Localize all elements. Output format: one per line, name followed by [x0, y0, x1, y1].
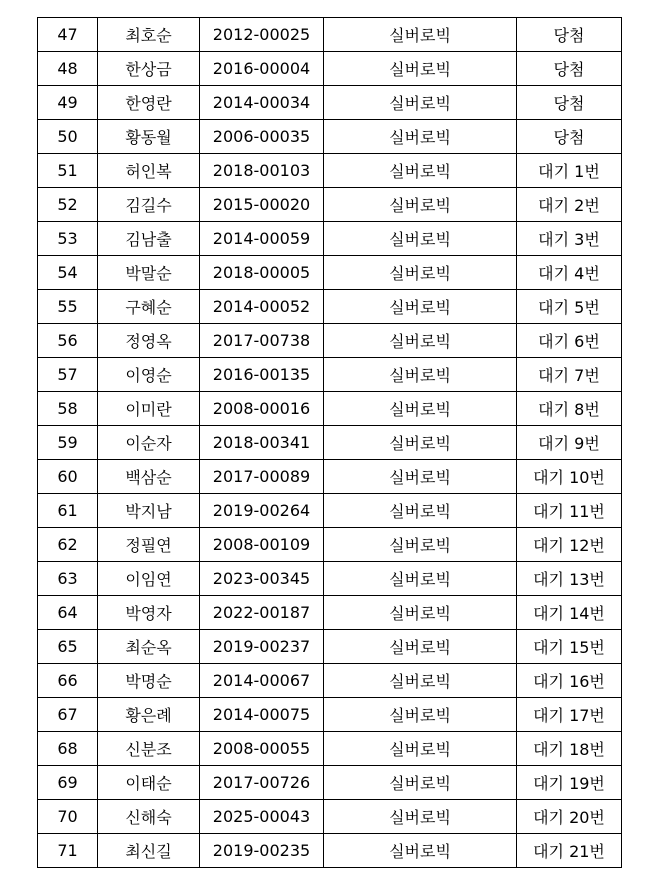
- name-cell: 이순자: [98, 426, 200, 460]
- member-id-cell: 2008-00055: [200, 732, 324, 766]
- row-number-cell: 71: [38, 834, 98, 868]
- table-row: [38, 426, 622, 460]
- program-cell: 실버로빅: [324, 834, 517, 868]
- name-cell: 구혜순: [98, 290, 200, 324]
- member-id-cell: 2014-00052: [200, 290, 324, 324]
- member-id-cell: 2018-00005: [200, 256, 324, 290]
- program-cell: 실버로빅: [324, 86, 517, 120]
- name-cell: 백삼순: [98, 460, 200, 494]
- name-cell: 이미란: [98, 392, 200, 426]
- member-id-cell: 2018-00341: [200, 426, 324, 460]
- name-cell: 최신길: [98, 834, 200, 868]
- member-id-cell: 2012-00025: [200, 18, 324, 52]
- program-cell: 실버로빅: [324, 120, 517, 154]
- member-id-cell: 2014-00059: [200, 222, 324, 256]
- name-cell: 이영순: [98, 358, 200, 392]
- row-number-cell: 54: [38, 256, 98, 290]
- row-number-cell: 67: [38, 698, 98, 732]
- lottery-result-table: [37, 17, 622, 868]
- name-cell: 정영옥: [98, 324, 200, 358]
- result-cell: 대기 2번: [517, 188, 622, 222]
- program-cell: 실버로빅: [324, 324, 517, 358]
- program-cell: 실버로빅: [324, 596, 517, 630]
- table-row: [38, 732, 622, 766]
- result-cell: 당첨: [517, 52, 622, 86]
- member-id-cell: 2008-00109: [200, 528, 324, 562]
- program-cell: 실버로빅: [324, 52, 517, 86]
- result-cell: 대기 12번: [517, 528, 622, 562]
- program-cell: 실버로빅: [324, 222, 517, 256]
- table-row: [38, 494, 622, 528]
- result-cell: 대기 14번: [517, 596, 622, 630]
- table-row: [38, 766, 622, 800]
- table-row: [38, 188, 622, 222]
- row-number-cell: 56: [38, 324, 98, 358]
- row-number-cell: 69: [38, 766, 98, 800]
- name-cell: 박지남: [98, 494, 200, 528]
- table-row: [38, 596, 622, 630]
- row-number-cell: 63: [38, 562, 98, 596]
- member-id-cell: 2016-00004: [200, 52, 324, 86]
- program-cell: 실버로빅: [324, 426, 517, 460]
- member-id-cell: 2015-00020: [200, 188, 324, 222]
- name-cell: 김남출: [98, 222, 200, 256]
- row-number-cell: 60: [38, 460, 98, 494]
- result-cell: 대기 3번: [517, 222, 622, 256]
- result-cell: 대기 15번: [517, 630, 622, 664]
- result-cell: 대기 20번: [517, 800, 622, 834]
- table-row: [38, 562, 622, 596]
- row-number-cell: 57: [38, 358, 98, 392]
- table-row: [38, 834, 622, 868]
- program-cell: 실버로빅: [324, 732, 517, 766]
- name-cell: 박명순: [98, 664, 200, 698]
- name-cell: 박영자: [98, 596, 200, 630]
- result-cell: 대기 11번: [517, 494, 622, 528]
- row-number-cell: 49: [38, 86, 98, 120]
- name-cell: 신해숙: [98, 800, 200, 834]
- table-row: [38, 460, 622, 494]
- member-id-cell: 2017-00738: [200, 324, 324, 358]
- member-id-cell: 2019-00235: [200, 834, 324, 868]
- program-cell: 실버로빅: [324, 664, 517, 698]
- result-cell: 대기 4번: [517, 256, 622, 290]
- program-cell: 실버로빅: [324, 256, 517, 290]
- name-cell: 황은례: [98, 698, 200, 732]
- member-id-cell: 2017-00089: [200, 460, 324, 494]
- table-row: [38, 698, 622, 732]
- row-number-cell: 48: [38, 52, 98, 86]
- table-row: [38, 664, 622, 698]
- row-number-cell: 61: [38, 494, 98, 528]
- program-cell: 실버로빅: [324, 358, 517, 392]
- member-id-cell: 2025-00043: [200, 800, 324, 834]
- table-row: [38, 290, 622, 324]
- name-cell: 박말순: [98, 256, 200, 290]
- row-number-cell: 66: [38, 664, 98, 698]
- name-cell: 황동월: [98, 120, 200, 154]
- member-id-cell: 2008-00016: [200, 392, 324, 426]
- member-id-cell: 2014-00034: [200, 86, 324, 120]
- name-cell: 최순옥: [98, 630, 200, 664]
- name-cell: 최호순: [98, 18, 200, 52]
- program-cell: 실버로빅: [324, 766, 517, 800]
- table-row: [38, 630, 622, 664]
- program-cell: 실버로빅: [324, 290, 517, 324]
- table-row: [38, 392, 622, 426]
- member-id-cell: 2018-00103: [200, 154, 324, 188]
- table-row: [38, 154, 622, 188]
- result-cell: 대기 18번: [517, 732, 622, 766]
- name-cell: 이태순: [98, 766, 200, 800]
- row-number-cell: 51: [38, 154, 98, 188]
- program-cell: 실버로빅: [324, 800, 517, 834]
- table-row: [38, 800, 622, 834]
- table-row: [38, 52, 622, 86]
- name-cell: 이임연: [98, 562, 200, 596]
- table-row: [38, 358, 622, 392]
- result-cell: 대기 9번: [517, 426, 622, 460]
- name-cell: 한상금: [98, 52, 200, 86]
- row-number-cell: 50: [38, 120, 98, 154]
- program-cell: 실버로빅: [324, 392, 517, 426]
- row-number-cell: 47: [38, 18, 98, 52]
- member-id-cell: 2017-00726: [200, 766, 324, 800]
- result-cell: 대기 16번: [517, 664, 622, 698]
- result-cell: 당첨: [517, 120, 622, 154]
- table-row: [38, 86, 622, 120]
- program-cell: 실버로빅: [324, 630, 517, 664]
- result-cell: 대기 5번: [517, 290, 622, 324]
- member-id-cell: 2022-00187: [200, 596, 324, 630]
- member-id-cell: 2019-00264: [200, 494, 324, 528]
- result-cell: 대기 21번: [517, 834, 622, 868]
- member-id-cell: 2014-00075: [200, 698, 324, 732]
- table-row: [38, 528, 622, 562]
- member-id-cell: 2006-00035: [200, 120, 324, 154]
- program-cell: 실버로빅: [324, 154, 517, 188]
- name-cell: 정필연: [98, 528, 200, 562]
- row-number-cell: 62: [38, 528, 98, 562]
- table-row: [38, 18, 622, 52]
- row-number-cell: 55: [38, 290, 98, 324]
- member-id-cell: 2014-00067: [200, 664, 324, 698]
- name-cell: 신분조: [98, 732, 200, 766]
- row-number-cell: 52: [38, 188, 98, 222]
- result-cell: 대기 8번: [517, 392, 622, 426]
- table-row: [38, 256, 622, 290]
- member-id-cell: 2023-00345: [200, 562, 324, 596]
- table-row: [38, 222, 622, 256]
- name-cell: 한영란: [98, 86, 200, 120]
- result-cell: 대기 19번: [517, 766, 622, 800]
- result-cell: 대기 13번: [517, 562, 622, 596]
- table-row: [38, 120, 622, 154]
- program-cell: 실버로빅: [324, 494, 517, 528]
- table-body: [38, 18, 622, 868]
- program-cell: 실버로빅: [324, 460, 517, 494]
- result-cell: 대기 1번: [517, 154, 622, 188]
- member-id-cell: 2016-00135: [200, 358, 324, 392]
- result-cell: 대기 10번: [517, 460, 622, 494]
- row-number-cell: 53: [38, 222, 98, 256]
- result-cell: 당첨: [517, 86, 622, 120]
- row-number-cell: 68: [38, 732, 98, 766]
- result-cell: 대기 7번: [517, 358, 622, 392]
- name-cell: 허인복: [98, 154, 200, 188]
- result-cell: 대기 6번: [517, 324, 622, 358]
- member-id-cell: 2019-00237: [200, 630, 324, 664]
- name-cell: 김길수: [98, 188, 200, 222]
- row-number-cell: 64: [38, 596, 98, 630]
- row-number-cell: 65: [38, 630, 98, 664]
- program-cell: 실버로빅: [324, 188, 517, 222]
- program-cell: 실버로빅: [324, 18, 517, 52]
- program-cell: 실버로빅: [324, 698, 517, 732]
- program-cell: 실버로빅: [324, 528, 517, 562]
- result-cell: 당첨: [517, 18, 622, 52]
- row-number-cell: 70: [38, 800, 98, 834]
- program-cell: 실버로빅: [324, 562, 517, 596]
- row-number-cell: 58: [38, 392, 98, 426]
- row-number-cell: 59: [38, 426, 98, 460]
- table-row: [38, 324, 622, 358]
- result-cell: 대기 17번: [517, 698, 622, 732]
